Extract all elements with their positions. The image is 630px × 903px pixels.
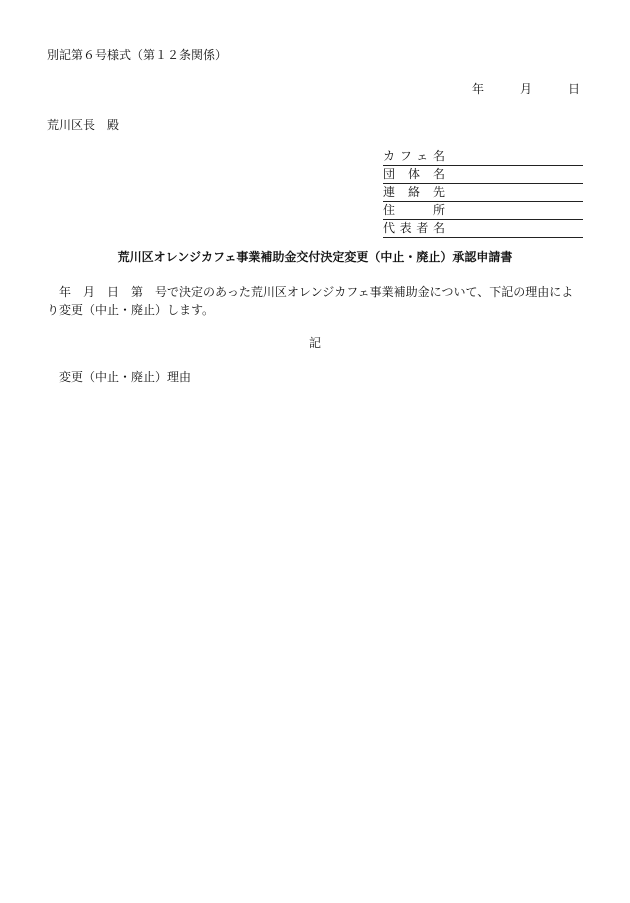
field-label: 住所 bbox=[383, 203, 445, 217]
date-month-label: 月 bbox=[520, 82, 533, 96]
date-year-label: 年 bbox=[472, 82, 485, 96]
ki-heading: 記 bbox=[308, 336, 321, 350]
field-label: 連絡先 bbox=[383, 185, 445, 199]
date-line bbox=[472, 80, 580, 97]
document-title: 荒川区オレンジカフェ事業補助金交付決定変更（中止・廃止）承認申請書 bbox=[117, 250, 513, 264]
applicant-info-block bbox=[383, 148, 583, 238]
date-day-label: 日 bbox=[568, 82, 581, 96]
form-number: 別記第６号様式（第１２条関係） bbox=[47, 48, 228, 62]
reason-label: 変更（中止・廃止）理由 bbox=[59, 370, 192, 384]
applicant-field-representative bbox=[383, 220, 583, 238]
addressee: 荒川区長 殿 bbox=[47, 118, 120, 132]
field-label: 代表者名 bbox=[383, 221, 445, 235]
field-label: カフェ名 bbox=[383, 149, 445, 163]
applicant-field-group-name bbox=[383, 166, 583, 184]
body-paragraph: 年 月 日 第 号で決定のあった荒川区オレンジカフェ事業補助金について、下記の理由により変更（中止・廃止）します。 bbox=[47, 285, 574, 317]
applicant-field-cafe-name bbox=[383, 148, 583, 166]
applicant-field-contact bbox=[383, 184, 583, 202]
applicant-field-address bbox=[383, 202, 583, 220]
field-label: 団体名 bbox=[383, 167, 445, 181]
